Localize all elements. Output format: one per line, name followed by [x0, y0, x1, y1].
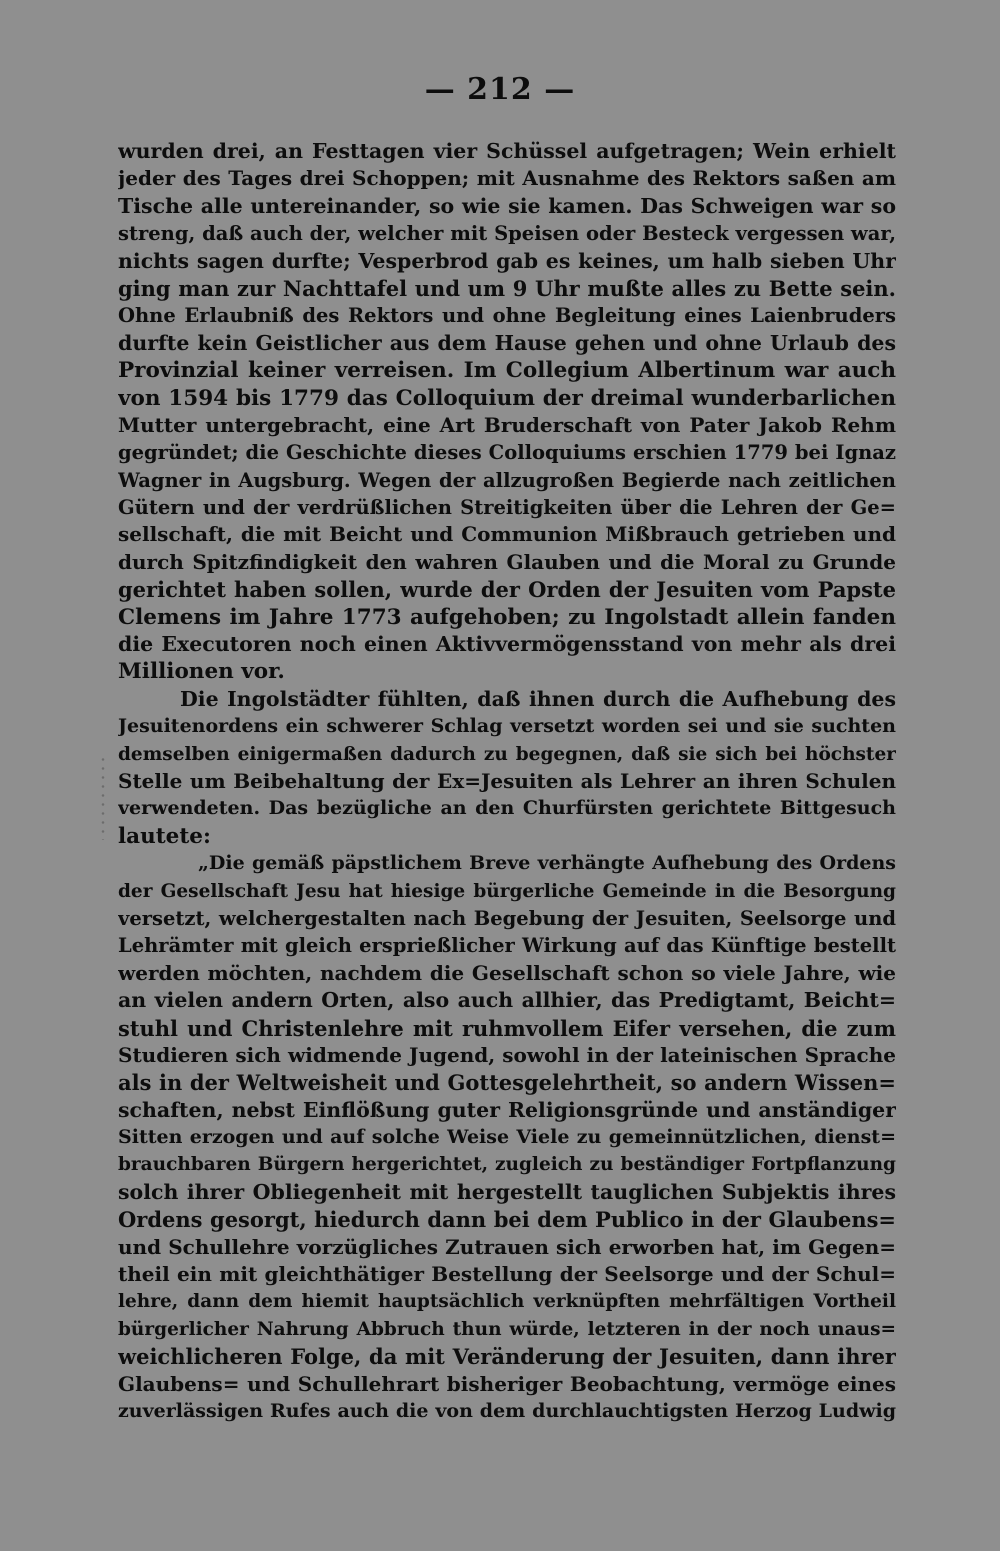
text-line: nichts sagen durfte; Vesperbrod gab es keines, um halb sieben Uhr — [118, 248, 896, 273]
text-line: Tische alle untereinander, so wie sie kamen. Das Schweigen war so — [118, 193, 896, 218]
text-line: Provinzial keiner verreisen. Im Collegium Albertinum war auch — [118, 358, 896, 384]
text-line: Millionen vor. — [118, 659, 285, 685]
text-line: an vielen andern Orten, also auch allhier, das Predigtamt, Beicht= — [118, 988, 896, 1013]
text-line: lehre, dann dem hiemit hauptsächlich verknüpften mehrfältigen Vortheil — [118, 1291, 896, 1313]
text-line: theil ein mit gleichthätiger Bestellung der Seelsorge und der Schul= — [118, 1262, 896, 1287]
text-line: der Gesellschaft Jesu hat hiesige bürgerliche Gemeinde in die Besorgung — [118, 880, 896, 902]
text-line: Studieren sich widmende Jugend, sowohl in der lateinischen Sprache — [118, 1042, 896, 1067]
text-line: „Die gemäß päpstlichem Breve verhängte Aufhebung des Ordens — [198, 852, 896, 875]
text-line: Wagner in Augsburg. Wegen der allzugroßen Begierde nach zeitlichen — [118, 468, 896, 492]
text-line: die Executoren noch einen Aktivvermögensstand von mehr als drei — [118, 632, 896, 657]
text-line: versetzt, welchergestalten nach Begebung der Jesuiten, Seelsorge und — [118, 906, 896, 930]
text-line: brauchbaren Bürgern hergerichtet, zugleich zu beständiger Fortpflanzung — [118, 1154, 896, 1176]
text-line: ging man zur Nachttafel und um 9 Uhr mußte alles zu Bette sein. — [118, 275, 896, 301]
text-line: weichlicheren Folge, da mit Veränderung der Jesuiten, dann ihrer — [118, 1344, 896, 1370]
text-line: Ordens gesorgt, hiedurch dann bei dem Publico in der Glaubens= — [118, 1207, 896, 1233]
body-text — [118, 138, 896, 1425]
text-line: gegründet; die Geschichte dieses Colloquiums erschien 1779 bei Ignaz — [118, 441, 896, 465]
text-line: Gütern und der verdrüßlichen Streitigkeiten über die Lehren der Ge= — [118, 496, 896, 520]
text-line: Clemens im Jahre 1773 aufgehoben; zu Ingolstadt allein fanden — [118, 604, 896, 630]
text-line: Jesuitenordens ein schwerer Schlag versetzt worden sei und sie suchten — [118, 715, 896, 738]
text-line: Ohne Erlaubniß des Rektors und ohne Begleitung eines Laienbruders — [118, 304, 896, 328]
text-line: sellschaft, die mit Beicht und Communion Mißbrauch getrieben und — [118, 522, 896, 547]
page-number: — 212 — — [424, 72, 576, 107]
text-line: durfte kein Geistlicher aus dem Hause gehen und ohne Urlaub des — [118, 330, 896, 355]
text-line: schaften, nebst Einflößung guter Religionsgründe und anständiger — [118, 1097, 896, 1122]
text-line: Glaubens= und Schullehrart bisheriger Beobachtung, vermöge eines — [118, 1371, 896, 1396]
text-line: verwendeten. Das bezügliche an den Churfürsten gerichtete Bittgesuch — [118, 797, 896, 820]
text-line: Stelle um Beibehaltung der Ex=Jesuiten als Lehrer an ihren Schulen — [118, 768, 896, 793]
text-line: von 1594 bis 1779 das Colloquium der dreimal wunderbarlichen — [118, 385, 896, 411]
text-line: durch Spitzfindigkeit den wahren Glauben und die Moral zu Grunde — [118, 549, 896, 574]
text-line: bürgerlicher Nahrung Abbruch thun würde, letzteren in der noch unaus= — [118, 1318, 896, 1340]
text-line: wurden drei, an Festtagen vier Schüssel aufgetragen; Wein erhielt — [118, 139, 896, 163]
text-line: und Schullehre vorzügliches Zutrauen sich erworben hat, im Gegen= — [118, 1234, 896, 1259]
text-line: jeder des Tages drei Schoppen; mit Ausnahme des Rektors saßen am — [118, 166, 896, 191]
text-line: Mutter untergebracht, eine Art Bruderschaft von Pater Jakob Rehm — [118, 412, 896, 437]
text-line: lautete: — [118, 823, 211, 849]
text-line: Lehrämter mit gleich ersprießlicher Wirkung auf das Künftige bestellt — [118, 934, 896, 958]
text-line: gerichtet haben sollen, wurde der Orden der Jesuiten vom Papste — [118, 577, 896, 603]
text-line: als in der Weltweisheit und Gottesgelehrtheit, so andern Wissen= — [118, 1070, 896, 1096]
text-line: stuhl und Christenlehre mit ruhmvollem Eifer versehen, die zum — [118, 1015, 896, 1041]
text-line: Sitten erzogen und auf solche Weise Viele zu gemeinnützlichen, dienst= — [118, 1126, 896, 1149]
text-line: streng, daß auch der, welcher mit Speisen oder Besteck vergessen war, — [118, 222, 896, 246]
text-line: zuverlässigen Rufes auch die von dem durchlauchtigsten Herzog Ludwig — [118, 1399, 896, 1422]
margin-marks — [100, 755, 106, 840]
text-line: Die Ingolstädter fühlten, daß ihnen durch die Aufhebung des — [180, 686, 896, 711]
text-line: demselben einigermaßen dadurch zu begegnen, daß sie sich bei höchster — [118, 743, 896, 765]
text-line: werden möchten, nachdem die Gesellschaft schon so viele Jahre, wie — [118, 960, 896, 985]
text-line: solch ihrer Obliegenheit mit hergestellt tauglichen Subjektis ihres — [118, 1179, 896, 1204]
